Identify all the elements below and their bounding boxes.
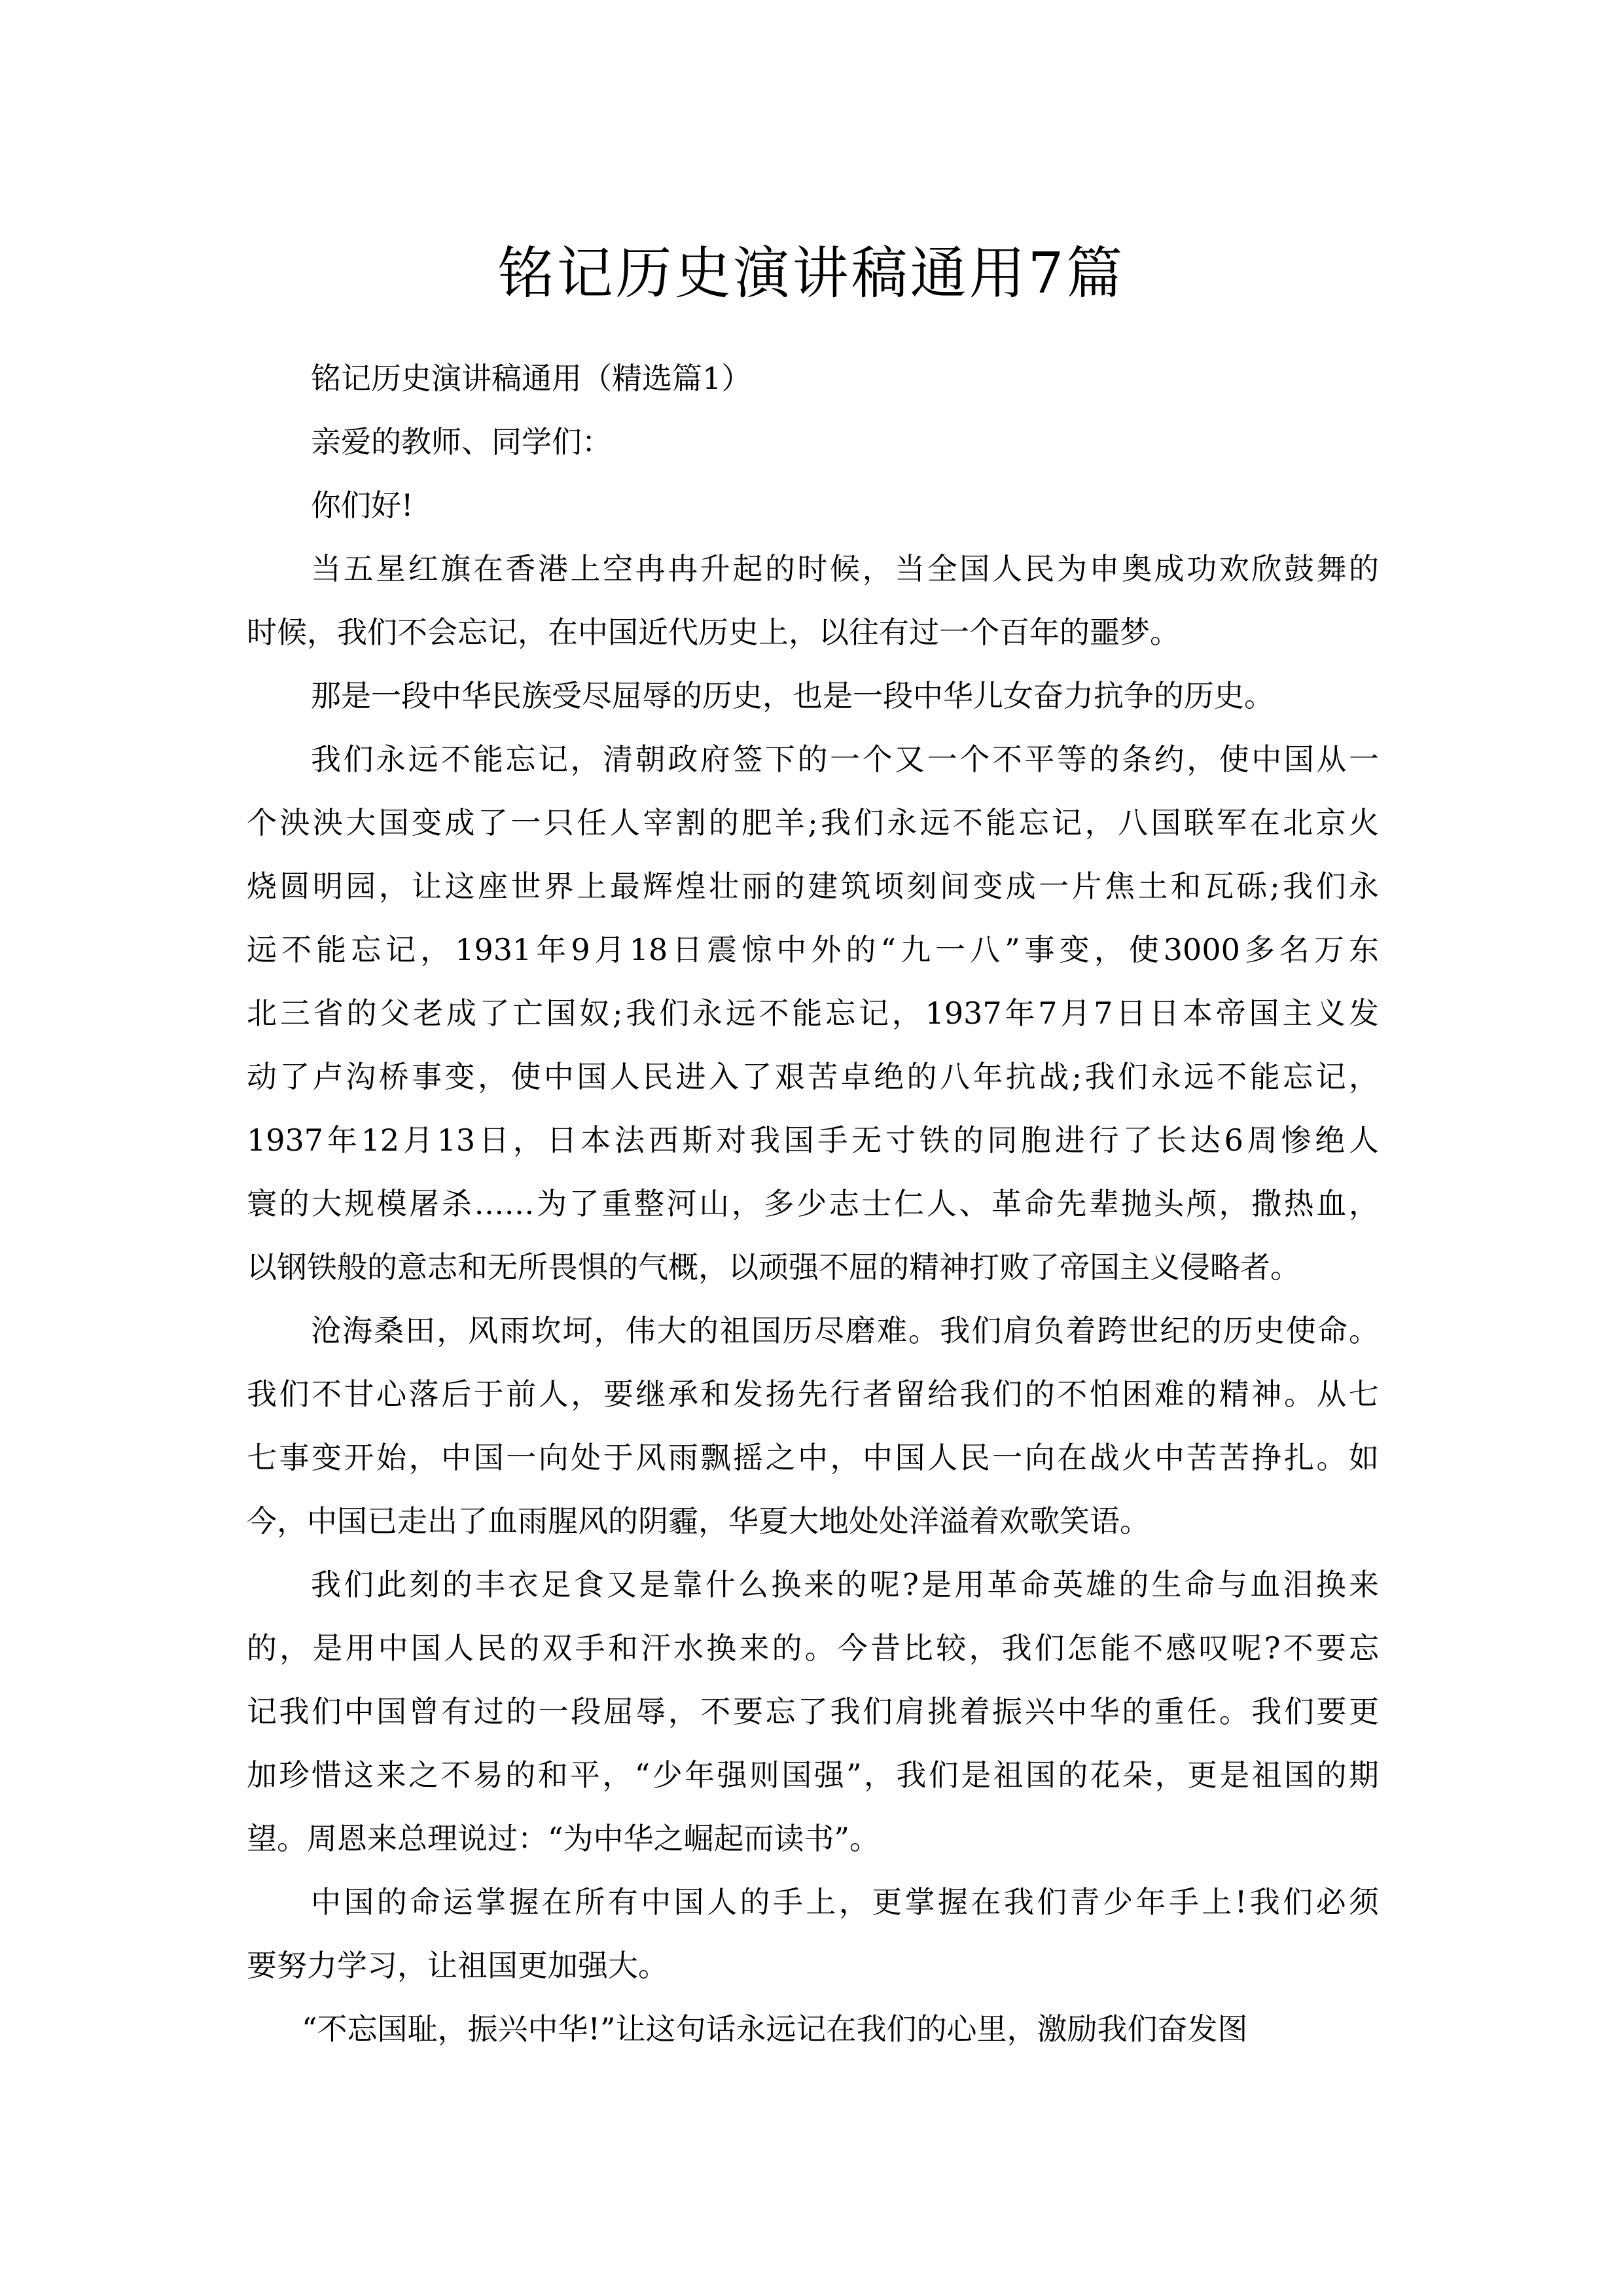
text-line: 那是一段中华民族受尽屈辱的历史，也是一段中华儿女奋力抗争的历史。 — [311, 678, 1274, 713]
text-line: 沧海桑田，风雨坎坷，伟大的祖国历尽磨难。我们肩负着跨世纪的历史使命。 — [311, 1313, 1379, 1348]
paragraph-p5 — [247, 676, 1379, 740]
text-line: 加珍惜这来之不易的和平，“少年强则国强”，我们是祖国的花朵，更是祖国的期 — [247, 1757, 1379, 1793]
text-line: 记我们中国曾有过的一段屈辱，不要忘了我们肩挑着振兴中华的重任。我们要更 — [247, 1694, 1379, 1729]
text-line: 亲爱的教师、同学们： — [311, 424, 612, 459]
document-title: 铭记历史演讲稿通用7篇 — [497, 240, 1126, 306]
paragraph-p1 — [247, 359, 1379, 422]
text-line: 中国的命运掌握在所有中国人的手上，更掌握在我们青少年手上!我们必须 — [311, 1884, 1379, 1920]
document-body — [247, 359, 1379, 2073]
paragraph-p6 — [247, 740, 1379, 1311]
text-line: 以钢铁般的意志和无所畏惧的气概，以顽强不屈的精神打败了帝国主义侵略者。 — [247, 1249, 1300, 1285]
text-line: 你们好! — [311, 488, 414, 523]
text-line: “不忘国耻，振兴中华!”让这句话永远记在我们的心里，激励我们奋发图 — [302, 2011, 1248, 2047]
text-line: 动了卢沟桥事变，使中国人民进入了艰苦卓绝的八年抗战;我们永远不能忘记， — [247, 1059, 1379, 1094]
text-line: 要努力学习，让祖国更加强大。 — [247, 1948, 668, 1983]
text-line: 我们永远不能忘记，清朝政府签下的一个又一个不平等的条约，使中国从一 — [311, 742, 1379, 777]
text-line: 望。周恩来总理说过：“为中华之崛起而读书”。 — [247, 1821, 880, 1856]
text-line: 寰的大规模屠杀……为了重整河山，多少志士仁人、革命先辈抛头颅，撒热血， — [247, 1186, 1379, 1221]
text-line: 今，中国已走出了血雨腥风的阴霾，华夏大地处处洋溢着欢歌笑语。 — [247, 1503, 1150, 1539]
paragraph-p3 — [247, 486, 1379, 549]
text-line: 我们此刻的丰衣足食又是靠什么换来的呢?是用革命英雄的生命与血泪换来 — [311, 1567, 1379, 1602]
text-line: 烧圆明园，让这座世界上最辉煌壮丽的建筑顷刻间变成一片焦土和瓦砾;我们永 — [247, 869, 1379, 904]
paragraph-p7 — [247, 1311, 1379, 1565]
paragraph-p4 — [247, 549, 1379, 676]
text-line: 当五星红旗在香港上空冉冉升起的时候，当全国人民为申奥成功欢欣鼓舞的 — [311, 551, 1379, 586]
paragraph-p2 — [247, 422, 1379, 486]
text-line: 北三省的父老成了亡国奴;我们永远不能忘记，1937年7月7日日本帝国主义发 — [247, 996, 1379, 1031]
text-line: 铭记历史演讲稿通用（精选篇1） — [311, 361, 752, 396]
paragraph-p9 — [247, 1882, 1379, 2009]
text-line: 七事变开始，中国一向处于风雨飘摇之中，中国人民一向在战火中苦苦挣扎。如 — [247, 1440, 1379, 1475]
text-line: 的，是用中国人民的双手和汗水换来的。今昔比较，我们怎能不感叹呢?不要忘 — [247, 1630, 1379, 1666]
text-line: 远不能忘记，1931年9月18日震惊中外的“九一八”事变，使3000多名万东 — [247, 932, 1379, 967]
text-line: 个泱泱大国变成了一只任人宰割的肥羊;我们永远不能忘记，八国联军在北京火 — [247, 805, 1379, 840]
paragraph-p8 — [247, 1565, 1379, 1882]
paragraph-p10 — [247, 2009, 1379, 2073]
text-line: 1937年12月13日，日本法西斯对我国手无寸铁的同胞进行了长达6周惨绝人 — [247, 1122, 1379, 1158]
text-line: 时候，我们不会忘记，在中国近代历史上，以往有过一个百年的噩梦。 — [247, 615, 1180, 650]
text-line: 我们不甘心落后于前人，要继承和发扬先行者留给我们的不怕困难的精神。从七 — [247, 1376, 1379, 1412]
